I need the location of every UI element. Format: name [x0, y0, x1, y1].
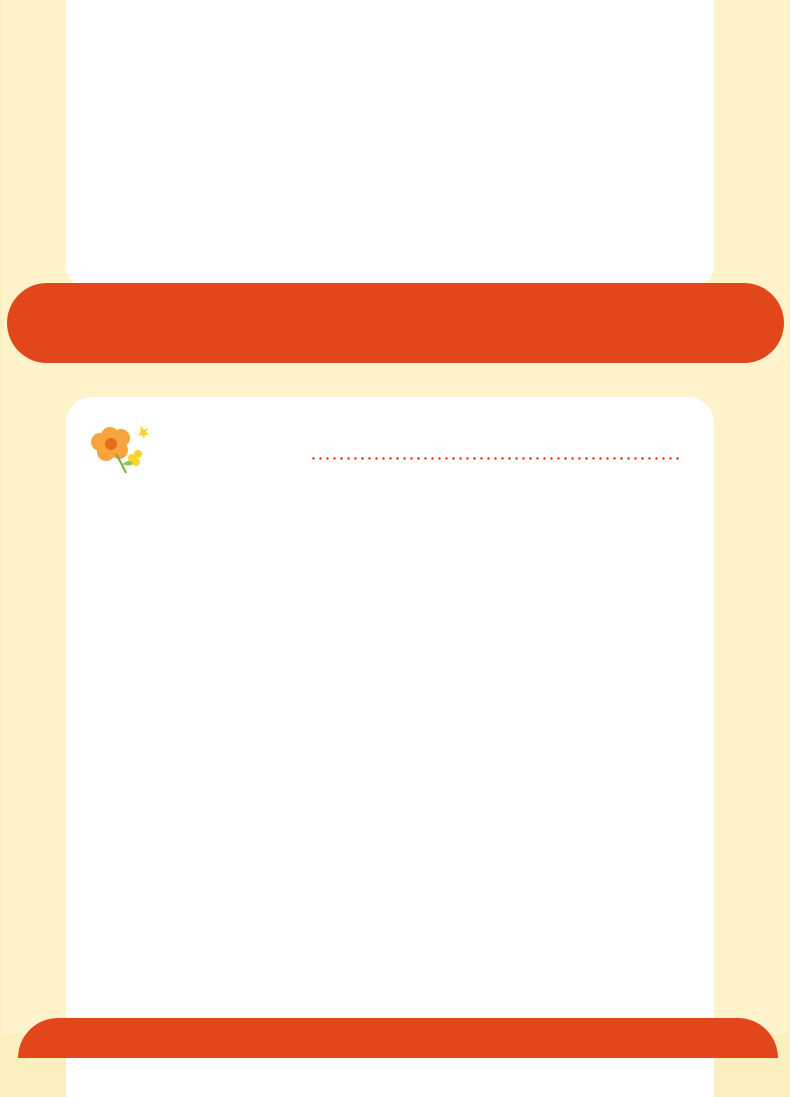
next-banner — [18, 1018, 778, 1058]
exercise-card — [66, 397, 714, 1097]
passage-card — [66, 0, 714, 285]
reader-insight-banner — [7, 283, 784, 363]
flower-icon — [86, 418, 156, 474]
dotted-divider — [310, 457, 680, 460]
